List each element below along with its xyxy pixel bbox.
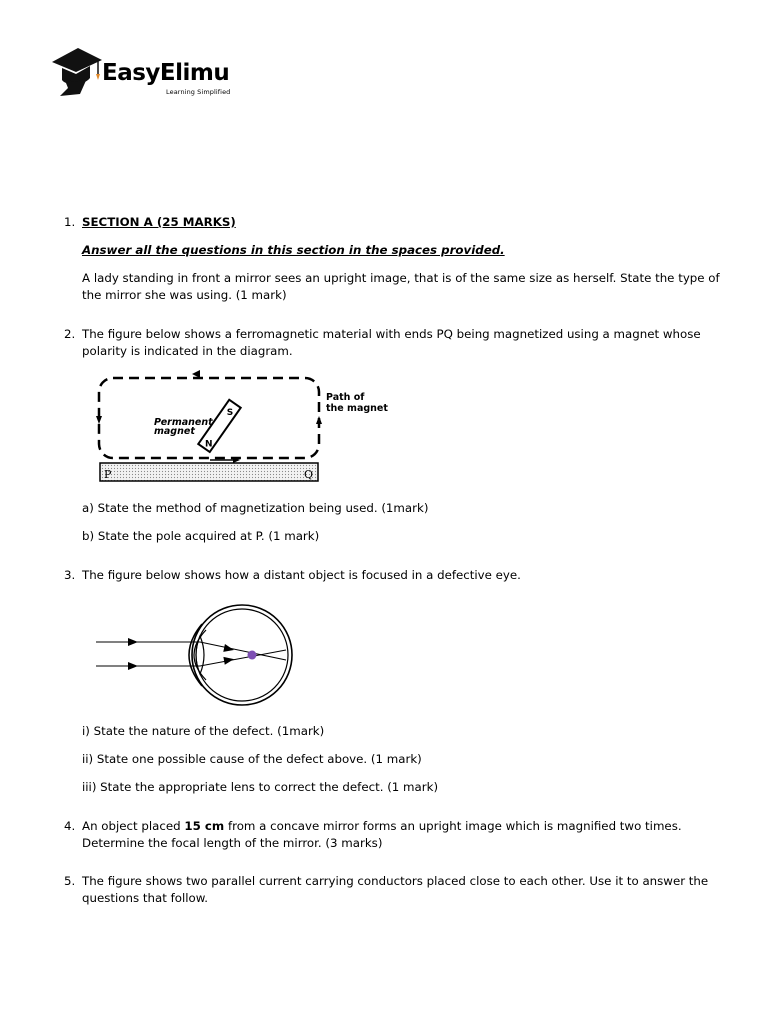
ferromagnetic-bar xyxy=(100,463,318,481)
eye-diagram xyxy=(94,602,300,712)
q1-text: A lady standing in front a mirror sees an upright image, that is of the same size as herself. State the type of the mirror she was using. (1 mark) xyxy=(82,271,720,302)
q4-distance: 15 cm xyxy=(184,819,225,833)
q4-text-before: An object placed xyxy=(82,819,185,833)
q5-text: The figure shows two parallel current carrying conductors placed close to each other. Use it to answer the questions that follow. xyxy=(82,874,709,905)
q3-text: The figure below shows how a distant object is focused in a defective eye. xyxy=(82,568,521,582)
pole-n-label: N xyxy=(205,439,213,450)
logo-wordmark: EasyElimu xyxy=(102,60,230,86)
q3-part-ii: ii) State one possible cause of the defect above. (1 mark) xyxy=(82,752,422,766)
q4-number: 4. xyxy=(64,819,76,833)
q1-number: 1. xyxy=(64,215,76,229)
q3-part-iii: iii) State the appropriate lens to correct the defect. (1 mark) xyxy=(82,780,439,794)
path-label-2: the magnet xyxy=(326,403,388,414)
section-heading: SECTION A (25 MARKS) xyxy=(82,215,236,229)
q2-text: The figure below shows a ferromagnetic material with ends PQ being magnetized using a magnet whose polarity is indicated in the diagram. xyxy=(82,327,701,358)
path-label-1: Path of xyxy=(326,392,365,403)
q4-text xyxy=(82,818,722,852)
magnetization-figure xyxy=(92,368,402,490)
easyelimu-logo xyxy=(50,46,250,102)
q2-part-b: b) State the pole acquired at P. (1 mark) xyxy=(82,529,320,543)
q3-number: 3. xyxy=(64,568,76,582)
graduation-cap-icon xyxy=(50,46,106,102)
q5-number: 5. xyxy=(64,874,76,888)
q2-part-a: a) State the method of magnetization being used. (1mark) xyxy=(82,501,429,515)
magnet-label-2: magnet xyxy=(154,426,195,437)
q4-text-after: from a concave mirror forms an upright image which is magnified two times. Determine the focal length of the mirror. (3 marks) xyxy=(82,819,682,850)
section-instruction: Answer all the questions in this section in the spaces provided. xyxy=(82,243,505,257)
end-p-label: P xyxy=(104,468,112,481)
pole-s-label: S xyxy=(226,408,234,419)
logo-tagline: Learning Simplified xyxy=(166,88,231,96)
q2-number: 2. xyxy=(64,327,76,341)
end-q-label: Q xyxy=(304,468,314,481)
q3-part-i: i) State the nature of the defect. (1mark) xyxy=(82,724,325,738)
magnet-label-1: Permanent xyxy=(154,417,213,428)
